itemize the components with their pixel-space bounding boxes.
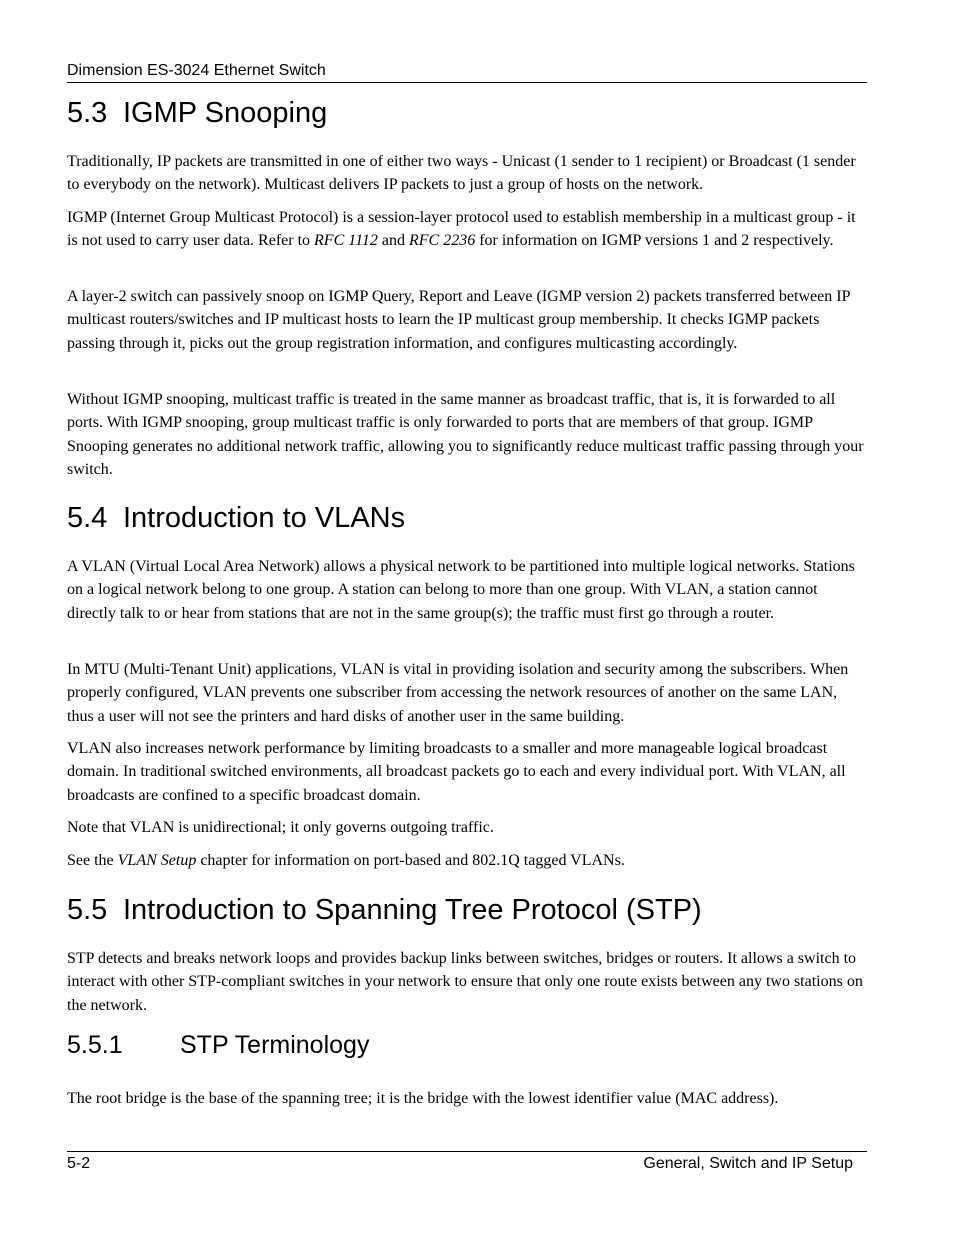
section-title: IGMP Snooping [123,97,328,129]
chapter-title: General, Switch and IP Setup [643,1155,853,1172]
text-run: and [377,232,409,250]
paragraph [67,849,867,872]
subsection-heading-5-5-1 [67,1030,369,1060]
paragraph: A VLAN (Virtual Local Area Network) allows a physical network to be partitioned into multiple logical networks. Stations on a logical network belong to one group. A station can belong to more than one group. With VLAN, a station cannot directly talk to or hear from stations that are not in the same group(s); the traffic must first go through a router. [67,558,855,622]
rfc-2236-reference: RFC 2236 [408,232,476,250]
section-heading-5-5 [67,893,702,927]
section-number: 5.5 [67,894,108,926]
vlan-setup-reference: VLAN Setup [117,852,197,869]
paragraph: VLAN also increases network performance by limiting broadcasts to a smaller and more manageable logical broadcast domain. In traditional switched environments, all broadcast packets go to each and every individual port. With VLAN, all broadcasts are confined to a specific broadcast domain. [67,740,846,804]
rfc-1112-reference: RFC 1112 [314,232,378,250]
text-run: See the [67,852,118,869]
section-title: Introduction to VLANs [123,502,406,534]
text-run: chapter for information on port-based and 802.1Q tagged VLANs. [196,852,625,869]
paragraph: STP detects and breaks network loops and provides backup links between switches, bridges or routers. It allows a switch to interact with other STP-compliant switches in your network to ensure that only one route exists between any two stations on the network. [67,950,863,1014]
paragraph [67,206,867,253]
paragraph: Without IGMP snooping, multicast traffic is treated in the same manner as broadcast traffic, that is, it is forwarded to all ports. With IGMP snooping, group multicast traffic is only forwarded to ports that are members of that group. IGMP Snooping generates no additional network traffic, allowing you to significantly reduce multicast traffic passing through your switch. [67,391,864,478]
paragraph: In MTU (Multi-Tenant Unit) applications, VLAN is vital in providing isolation and security among the subscribers. When properly configured, VLAN prevents one subscriber from accessing the network resources of another on the same LAN, thus a user will not see the printers and hard disks of another user in the same building. [67,661,849,725]
page-number: 5-2 [67,1155,91,1172]
paragraph: The root bridge is the base of the spanning tree; it is the bridge with the lowest identifier value (MAC address). [67,1090,779,1107]
text-run: IGMP (Internet Group Multicast Protocol) is a session-layer protocol used to establish membership in a multicast group - it is not used to carry user data. Refer to [67,209,856,250]
section-heading-5-4 [67,501,405,535]
running-header: Dimension ES-3024 Ethernet Switch [67,62,326,79]
section-title: Introduction to Spanning Tree Protocol (STP) [123,894,702,926]
section-number: 5.3 [67,97,108,129]
paragraph: Note that VLAN is unidirectional; it only governs outgoing traffic. [67,819,494,836]
header-divider [67,82,867,83]
paragraph: Traditionally, IP packets are transmitted in one of either two ways - Unicast (1 sender to 1 recipient) or Broadcast (1 sender to everybody on the network). Multicast delivers IP packets to just a group of hosts on the network. [67,153,856,194]
section-title: STP Terminology [180,1031,370,1059]
paragraph: A layer-2 switch can passively snoop on IGMP Query, Report and Leave (IGMP version 2) packets transferred between IP multicast routers/switches and IP multicast hosts to learn the IP multicast group membership. It checks IGMP packets passing through it, picks out the group registration information, and configures multicasting accordingly. [67,288,850,352]
section-heading-5-3 [67,96,327,130]
section-number: 5.4 [67,502,108,534]
footer-divider [67,1151,867,1152]
text-run: for information on IGMP versions 1 and 2 respectively. [475,232,834,250]
section-number: 5.5.1 [67,1031,123,1059]
